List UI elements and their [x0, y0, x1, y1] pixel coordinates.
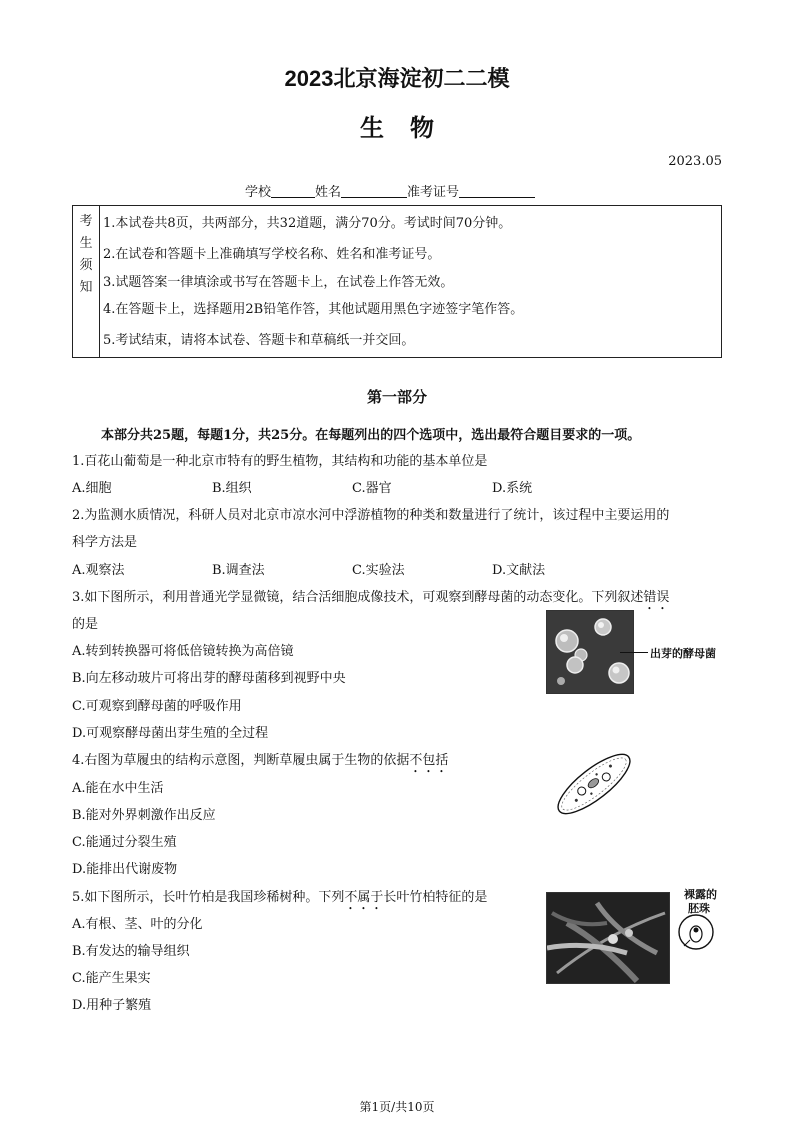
- q4-option-b: B.能对外界刺激作出反应: [72, 808, 216, 823]
- q4-option-d: D.能排出代谢废物: [72, 862, 178, 877]
- question-4-stem: [72, 749, 448, 776]
- notice-item: 2.在试卷和答题卡上准确填写学校名称、姓名和准考证号。: [103, 247, 441, 262]
- exam-title: 2023北京海淀初二二模: [284, 66, 510, 91]
- q1-option-a: A.细胞: [72, 481, 112, 496]
- q5-stem-text: 5.如下图所示，长叶竹柏是我国珍稀树种。下列: [72, 890, 345, 905]
- q3-option-c: C.可观察到酵母菌的呼吸作用: [72, 699, 242, 714]
- question-3-stem-line2: 的是: [72, 617, 99, 632]
- q3-option-a: A.转到转换器可将低倍镜转换为高倍镜: [72, 644, 294, 659]
- school-blank: [271, 183, 315, 198]
- notice-item: 5.考试结束，请将本试卷、答题卡和草稿纸一并交回。: [103, 333, 415, 348]
- q4-stem-text: 4.右图为草履虫的结构示意图，判断草履虫属于生物的依据: [72, 753, 410, 768]
- q1-option-c: C.器官: [352, 481, 392, 496]
- exam-id-label: 准考证号: [407, 185, 460, 200]
- school-label: 学校: [245, 185, 272, 200]
- notice-label-char: 生: [79, 236, 93, 251]
- notice-box: [72, 205, 722, 358]
- ovule-inset-diagram: [676, 912, 716, 952]
- q1-option-b: B.组织: [212, 481, 252, 496]
- q4-stem-emphasis: 不包括: [409, 753, 449, 768]
- exam-date: 2023.05: [668, 154, 722, 169]
- q3-option-b: B.向左移动玻片可将出芽的酵母菌移到视野中央: [72, 671, 346, 686]
- q5-option-c: C.能产生果实: [72, 971, 151, 986]
- notice-label-char: 知: [79, 280, 93, 295]
- q2-option-b: B.调查法: [212, 563, 265, 578]
- bamboo-cypress-illustration: [547, 893, 669, 983]
- q5-stem-text-end: 长叶竹柏特征的是: [383, 890, 488, 905]
- name-blank: [341, 183, 407, 198]
- q3-stem-emphasis: 错误: [643, 590, 670, 605]
- student-info-line: [245, 181, 535, 200]
- paramecium-diagram: [546, 746, 642, 822]
- part-instruction: 本部分共25题，每题1分，共25分。在每题列出的四个选项中，选出最符合题目要求的一项。: [101, 428, 641, 443]
- part-title: 第一部分: [366, 388, 427, 406]
- question-1-stem: 1.百花山葡萄是一种北京市特有的野生植物，其结构和功能的基本单位是: [72, 454, 488, 469]
- figure-pointer-line: [620, 652, 648, 653]
- q2-option-c: C.实验法: [352, 563, 405, 578]
- podocarpus-photo: [546, 892, 670, 984]
- question-2-stem-line2: 科学方法是: [72, 535, 138, 550]
- ovule-figure-label-1: 裸露的: [684, 888, 717, 901]
- q3-stem-text: 3.如下图所示，利用普通光学显微镜，结合活细胞成像技术，可观察到酵母菌的动态变化。下列叙述: [72, 590, 644, 605]
- q3-option-d: D.可观察酵母菌出芽生殖的全过程: [72, 726, 269, 741]
- ovule-figure-label-2: 胚珠: [688, 902, 710, 915]
- q5-option-a: A.有根、茎、叶的分化: [72, 917, 203, 932]
- subject-title: 生物: [360, 113, 460, 142]
- notice-item: 1.本试卷共8页，共两部分，共32道题，满分70分。考试时间70分钟。: [103, 216, 512, 231]
- q4-option-c: C.能通过分裂生殖: [72, 835, 177, 850]
- exam-id-blank: [459, 183, 535, 198]
- notice-label-char: 考: [79, 214, 93, 229]
- notice-item: 4.在答题卡上，选择题用2B铅笔作答，其他试题用黑色字迹签字笔作答。: [103, 302, 524, 317]
- q1-option-d: D.系统: [492, 481, 533, 496]
- q4-option-a: A.能在水中生活: [72, 781, 164, 796]
- q5-option-d: D.用种子繁殖: [72, 998, 152, 1013]
- name-label: 姓名: [315, 185, 342, 200]
- q2-option-d: D.文献法: [492, 563, 546, 578]
- q5-stem-emphasis: 不属于: [344, 890, 384, 905]
- notice-label-char: 须: [79, 258, 93, 273]
- notice-item: 3.试题答案一律填涂或书写在答题卡上，在试卷上作答无效。: [103, 275, 454, 290]
- q2-option-a: A.观察法: [72, 563, 125, 578]
- yeast-figure-label: 出芽的酵母菌: [650, 647, 716, 660]
- question-2-stem-line1: 2.为监测水质情况，科研人员对北京市凉水河中浮游植物的种类和数量进行了统计，该过程中主要运用的: [72, 508, 670, 523]
- notice-label: [73, 206, 100, 357]
- page-footer: 第1页/共10页: [359, 1100, 435, 1114]
- question-3-stem-line1: [72, 586, 669, 613]
- question-5-stem: [72, 886, 487, 913]
- q5-option-b: B.有发达的输导组织: [72, 944, 190, 959]
